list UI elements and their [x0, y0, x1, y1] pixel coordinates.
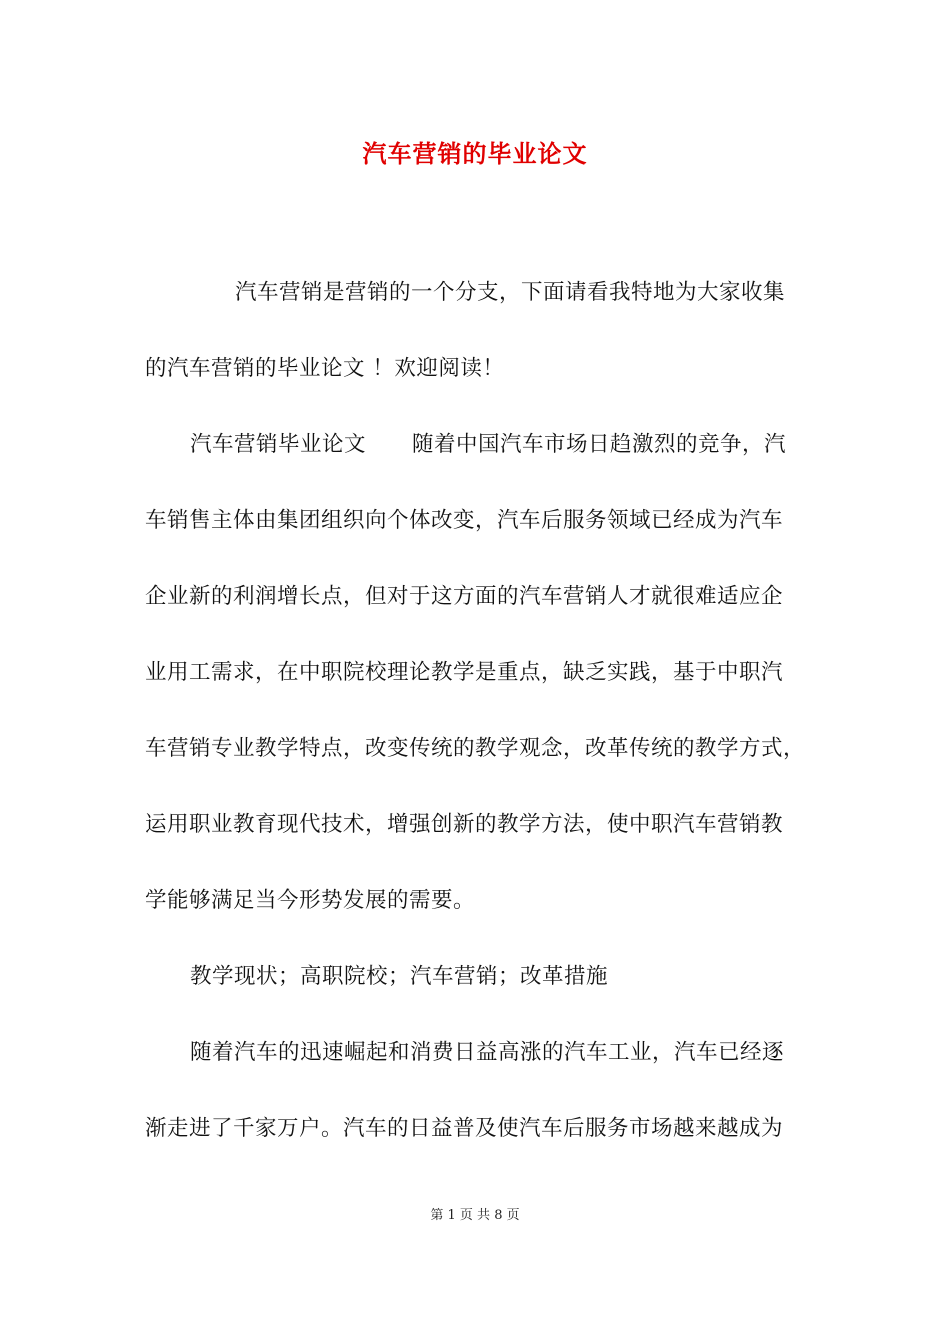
document-title: 汽车营销的毕业论文 [362, 139, 588, 168]
paragraph-2-line-1 [145, 425, 810, 501]
paragraph-1-line-1: 汽车营销是营销的一个分支，下面请看我特地为大家收集 [235, 280, 786, 305]
paragraph-3-line-1: 教学现状；高职院校；汽车营销；改革措施 [190, 964, 609, 989]
paragraph-4-line-1: 随着汽车的迅速崛起和消费日益高涨的汽车工业，汽车已经逐 [190, 1040, 785, 1065]
paragraph-2-line-4: 业用工需求，在中职院校理论教学是重点，缺乏实践，基于中职汽 [145, 660, 784, 685]
paragraph-2-line-2: 车销售主体由集团组织向个体改变，汽车后服务领域已经成为汽车 [145, 508, 784, 533]
paragraph-2-line-6: 运用职业教育现代技术，增强创新的教学方法，使中职汽车营销教 [145, 812, 784, 837]
page-number-footer: 第 1 页 共 8 页 [430, 1208, 520, 1223]
document-body [145, 273, 810, 1185]
paragraph-1-line-2: 的汽车营销的毕业论文 ！欢迎阅读！ [145, 356, 505, 381]
paragraph-2-line-1-text: 随着中国汽车市场日趋激烈的竞争，汽 [412, 432, 787, 457]
paragraph-2-label: 汽车营销毕业论文 [190, 432, 367, 457]
paragraph-4-line-2: 渐走进了千家万户。汽车的日益普及使汽车后服务市场越来越成为 [145, 1116, 784, 1141]
paragraph-2-line-3: 企业新的利润增长点，但对于这方面的汽车营销人才就很难适应企 [145, 584, 784, 609]
paragraph-2-line-7: 学能够满足当今形势发展的需要。 [145, 888, 476, 913]
paragraph-2-line-5: 车营销专业教学特点，改变传统的教学观念，改革传统的教学方式， [145, 736, 806, 761]
